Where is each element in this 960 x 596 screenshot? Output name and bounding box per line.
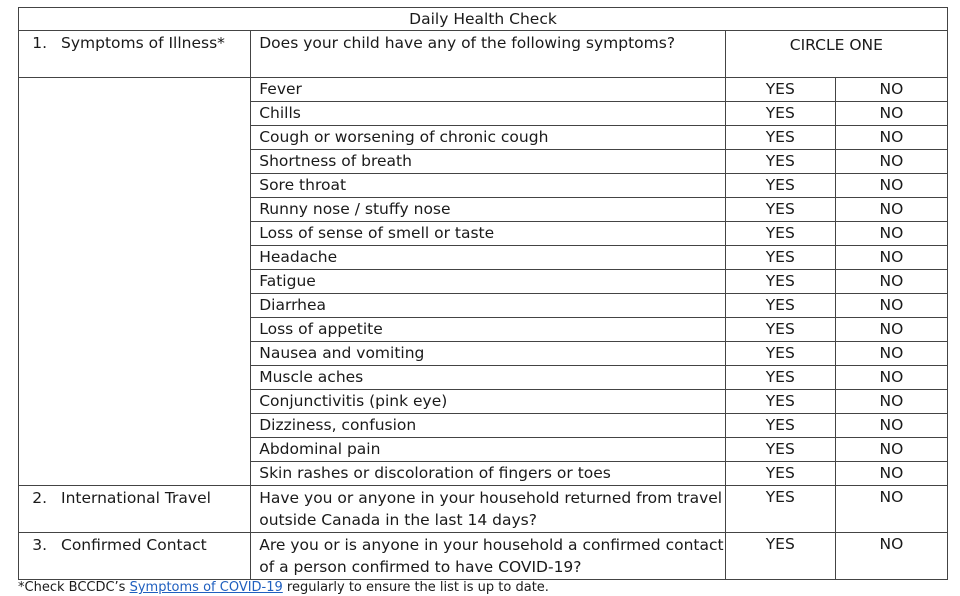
no-option[interactable]: NO [879,200,904,218]
yes-option[interactable]: YES [765,80,795,98]
yes-option[interactable]: YES [765,416,795,434]
no-option[interactable]: NO [879,128,904,146]
symptom-no-cell[interactable] [835,438,947,462]
footnote [18,580,549,596]
no-option[interactable]: NO [879,440,904,458]
symptom-cell [251,366,725,390]
symptom-label: Abdominal pain [259,440,381,458]
section-label: Confirmed Contact [61,536,207,554]
symptom-label: Loss of appetite [259,320,383,338]
no-option[interactable]: NO [879,248,904,266]
no-option[interactable]: NO [879,392,904,410]
travel-question: Have you or anyone in your household returned from travel outside Canada in the last 14 days? [259,489,723,529]
symptom-no-cell[interactable] [835,246,947,270]
contact-category-cell [19,533,251,580]
section-number: 1. [32,34,47,52]
contact-yes-cell[interactable] [725,533,835,580]
symptom-cell [251,270,725,294]
section-label: International Travel [61,489,211,507]
symptom-no-cell[interactable] [835,414,947,438]
symptom-yes-cell[interactable] [725,438,835,462]
symptom-cell [251,78,725,102]
no-option[interactable]: NO [879,80,904,98]
symptoms-category-cell [19,31,251,78]
symptom-no-cell[interactable] [835,318,947,342]
contact-question: Are you or is anyone in your household a confirmed contact of a person confirmed to have COVID-19? [259,536,724,576]
symptoms-question: Does your child have any of the following symptoms? [259,34,676,52]
circle-one-heading: CIRCLE ONE [789,36,883,54]
no-option[interactable]: NO [879,464,904,482]
symptom-label: Nausea and vomiting [259,344,425,362]
symptom-yes-cell[interactable] [725,126,835,150]
symptom-label: Conjunctivitis (pink eye) [259,392,448,410]
symptom-yes-cell[interactable] [725,246,835,270]
symptom-cell [251,294,725,318]
yes-option[interactable]: YES [765,320,795,338]
yes-option[interactable]: YES [765,176,795,194]
yes-option[interactable]: YES [765,535,795,553]
travel-row [19,486,948,533]
symptom-label: Loss of sense of smell or taste [259,224,495,242]
symptom-no-cell[interactable] [835,150,947,174]
symptom-label: Cough or worsening of chronic cough [259,128,549,146]
symptom-label: Runny nose / stuffy nose [259,200,451,218]
no-option[interactable]: NO [879,535,904,553]
symptom-yes-cell[interactable] [725,390,835,414]
symptom-cell [251,222,725,246]
symptom-no-cell[interactable] [835,270,947,294]
symptom-cell [251,126,725,150]
yes-option[interactable]: YES [765,488,795,506]
yes-option[interactable]: YES [765,296,795,314]
symptom-label: Muscle aches [259,368,364,386]
symptom-yes-cell[interactable] [725,270,835,294]
section-number: 3. [32,536,47,554]
symptom-cell [251,462,725,486]
symptom-label: Chills [259,104,301,122]
no-option[interactable]: NO [879,272,904,290]
no-option[interactable]: NO [879,416,904,434]
symptom-yes-cell[interactable] [725,462,835,486]
title-row [19,8,948,31]
symptom-yes-cell[interactable] [725,318,835,342]
symptom-no-cell[interactable] [835,342,947,366]
no-option[interactable]: NO [879,320,904,338]
symptom-cell [251,438,725,462]
contact-row [19,533,948,580]
symptom-yes-cell[interactable] [725,366,835,390]
symptom-yes-cell[interactable] [725,102,835,126]
symptom-yes-cell[interactable] [725,174,835,198]
section-label: Symptoms of Illness* [61,34,225,52]
contact-no-cell[interactable] [835,533,947,580]
yes-option[interactable]: YES [765,272,795,290]
yes-option[interactable]: YES [765,248,795,266]
symptom-cell [251,390,725,414]
yes-option[interactable]: YES [765,368,795,386]
footnote-suffix: regularly to ensure the list is up to date. [282,580,549,595]
symptom-cell [251,414,725,438]
yes-option[interactable]: YES [765,464,795,482]
yes-option[interactable]: YES [765,440,795,458]
symptom-no-cell[interactable] [835,366,947,390]
symptom-yes-cell[interactable] [725,198,835,222]
travel-category-cell [19,486,251,533]
symptom-yes-cell[interactable] [725,342,835,366]
symptom-label: Fatigue [259,272,316,290]
contact-question-cell [251,533,725,580]
symptom-cell [251,174,725,198]
symptom-yes-cell[interactable] [725,222,835,246]
travel-no-cell[interactable] [835,486,947,533]
footnote-prefix: *Check BCCDC’s [18,580,130,595]
no-option[interactable]: NO [879,224,904,242]
symptom-label: Fever [259,80,302,98]
daily-health-check-table [18,7,948,580]
symptom-label: Dizziness, confusion [259,416,417,434]
no-option[interactable]: NO [879,488,904,506]
symptom-cell [251,198,725,222]
symptom-no-cell[interactable] [835,78,947,102]
no-option[interactable]: NO [879,176,904,194]
symptom-yes-cell[interactable] [725,78,835,102]
symptom-cell [251,102,725,126]
yes-option[interactable]: YES [765,344,795,362]
yes-option[interactable]: YES [765,392,795,410]
symptom-row [19,78,948,102]
yes-option[interactable]: YES [765,200,795,218]
symptoms-header-row [19,31,948,78]
symptoms-question-cell [251,31,725,78]
symptom-label: Diarrhea [259,296,327,314]
symptom-no-cell[interactable] [835,174,947,198]
symptom-no-cell[interactable] [835,390,947,414]
symptom-cell [251,318,725,342]
symptom-cell [251,246,725,270]
no-option[interactable]: NO [879,368,904,386]
form-title: Daily Health Check [19,8,948,31]
section-number: 2. [32,489,47,507]
symptom-no-cell[interactable] [835,222,947,246]
symptoms-category-blank-cell [19,78,251,486]
symptom-label: Headache [259,248,338,266]
symptom-label: Sore throat [259,176,347,194]
symptom-yes-cell[interactable] [725,150,835,174]
symptom-no-cell[interactable] [835,102,947,126]
symptom-cell [251,342,725,366]
symptom-no-cell[interactable] [835,294,947,318]
symptom-label: Shortness of breath [259,152,412,170]
symptoms-of-covid-link[interactable]: Symptoms of COVID-19 [129,580,283,595]
symptom-yes-cell[interactable] [725,414,835,438]
yes-option[interactable]: YES [765,128,795,146]
symptom-no-cell[interactable] [835,462,947,486]
symptom-no-cell[interactable] [835,198,947,222]
travel-yes-cell[interactable] [725,486,835,533]
no-option[interactable]: NO [879,152,904,170]
travel-question-cell [251,486,725,533]
symptom-cell [251,150,725,174]
no-option[interactable]: NO [879,296,904,314]
symptom-yes-cell[interactable] [725,294,835,318]
yes-option[interactable]: YES [765,152,795,170]
symptom-label: Skin rashes or discoloration of fingers or toes [259,464,611,482]
circle-one-cell [725,31,947,78]
no-option[interactable]: NO [879,104,904,122]
yes-option[interactable]: YES [765,104,795,122]
no-option[interactable]: NO [879,344,904,362]
symptom-no-cell[interactable] [835,126,947,150]
yes-option[interactable]: YES [765,224,795,242]
